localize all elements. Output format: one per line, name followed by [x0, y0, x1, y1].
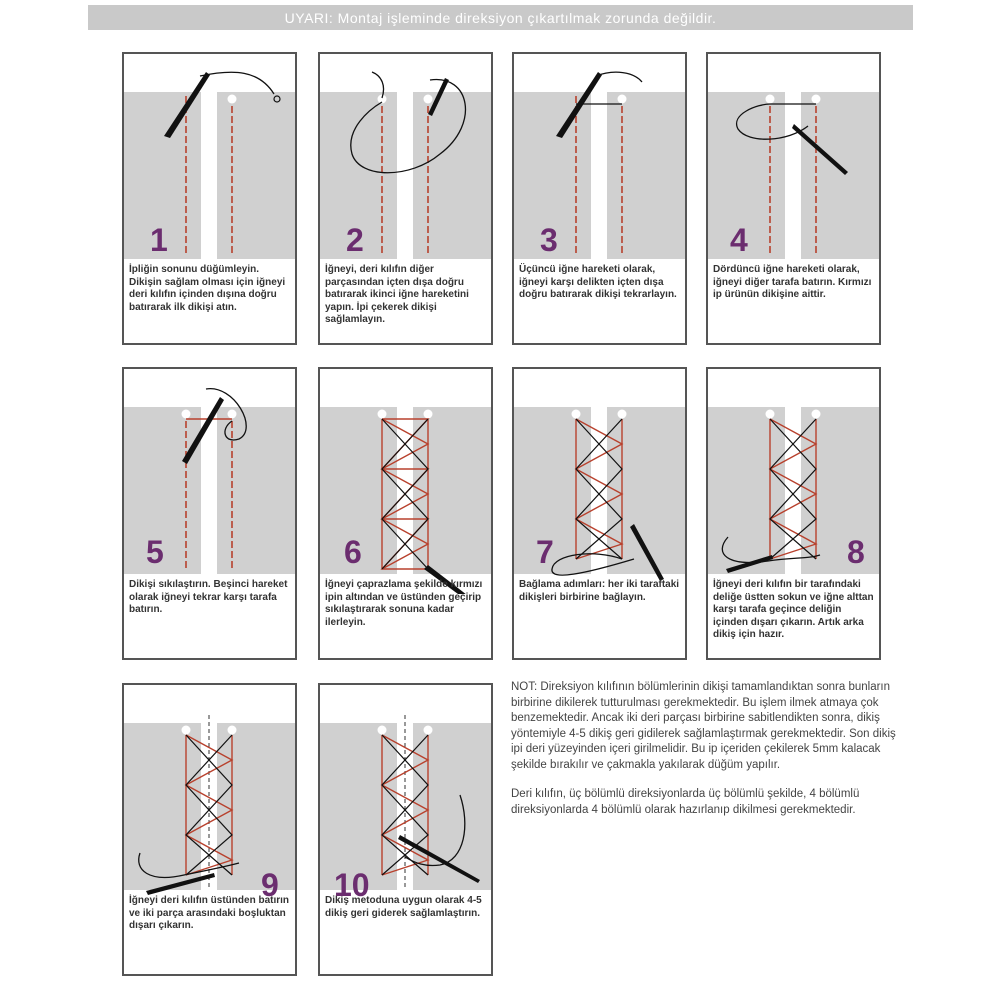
- step-5-caption: Dikişi sıkılaştırın. Beşinci hareket olarak iğneyi tekrar karşı tarafa batırın.: [129, 579, 288, 615]
- note-paragraph-2: Deri kılıfın, üç bölümlü direksiyonlarda üç bölümlü şekilde, 4 bölümlü direksiyonlarda 4 bölümlü olarak hazırlanıp dikilmesi gerekmektedir.: [511, 788, 860, 816]
- step-2-number: 2: [346, 222, 364, 258]
- step-1-caption: İpliğin sonunu düğümleyin. Dikişin sağlam olması için iğneyi deri kılıfın içinden dışına doğru batırarak ilk dikişi atın.: [129, 264, 286, 313]
- step-10-number: 10: [334, 867, 370, 903]
- step-panel-10: [318, 683, 493, 976]
- step-6-number: 6: [344, 534, 362, 570]
- step-7-caption: Bağlama adımları: her iki taraftaki dikişleri birbirine bağlayın.: [519, 579, 680, 603]
- step-8-number: 8: [847, 534, 865, 570]
- note-paragraph-1: NOT: Direksiyon kılıfının bölümlerinin dikişi tamamlandıktan sonra bunların birbirine dikilerek tutturulması gerekmektedir. Bu işlem ilmek atmaya çok benzemektedir. Ancak iki deri parçası birbirine sabitlendikten sonra, dikiş yöntemiyle 4-5 dikiş geri gidilerek sağlamlaştırmak gerekmektedir. Son dikiş ipi deri yüzeyinden içeri girilmelidir. Bu ip içeriden çekilerek 5mm kalacak şekilde bırakılır ve çakmakla yakılarak düğüm yapılır.: [511, 681, 896, 771]
- step-3-caption: Üçüncü iğne hareketi olarak, iğneyi karşı delikten içten dışa doğru batırarak dikişi tekrarlayın.: [519, 264, 677, 300]
- step-panel-7: [512, 367, 687, 660]
- step-10-caption: Dikiş metoduna uygun olarak 4-5 dikiş geri giderek sağlamlaştırın.: [325, 895, 482, 919]
- step-5-number: 5: [146, 534, 164, 570]
- step-7-number: 7: [536, 534, 554, 570]
- step-panel-1: [122, 52, 297, 345]
- note-block: [511, 680, 906, 832]
- step-panel-6: [318, 367, 493, 660]
- step-6-caption: İğneyi çaprazlama şekilde kırmızı ipin altından ve üstünden geçirip sıkılaştırarak sonuna kadar ilerleyin.: [325, 579, 483, 628]
- step-panel-5: [122, 367, 297, 660]
- step-1-number: 1: [150, 222, 168, 258]
- warning-text: UYARI: Montaj işleminde direksiyon çıkartılmak zorunda değildir.: [284, 9, 717, 26]
- step-4-caption: Dördüncü iğne hareketi olarak, iğneyi diğer tarafa batırın. Kırmızı ip ürünün dikişine aittir.: [713, 264, 872, 300]
- step-panel-9: [122, 683, 297, 976]
- step-9-caption: İğneyi deri kılıfın üstünden batırın ve iki parça arasındaki boşluktan dışarı çıkarın.: [129, 895, 290, 931]
- step-2-caption: İğneyi, deri kılıfın diğer parçasından içten dışa doğru batırarak ikinci iğne hareketini yapın. İpi çekerek dikişi sağlamlayın.: [325, 264, 469, 325]
- step-panel-2: [318, 52, 493, 345]
- warning-banner: [88, 5, 913, 30]
- step-3-number: 3: [540, 222, 558, 258]
- step-panel-3: [512, 52, 687, 345]
- step-panel-8: [706, 367, 881, 660]
- step-8-caption: İğneyi deri kılıfın bir tarafındaki deliğe üstten sokun ve iğne alttan karşı tarafa geçince deliğin içinden dışarı çıkarın. Artık arka dikiş için hazır.: [713, 579, 874, 640]
- step-4-number: 4: [730, 222, 748, 258]
- step-panel-4: [706, 52, 881, 345]
- step-9-number: 9: [261, 867, 279, 903]
